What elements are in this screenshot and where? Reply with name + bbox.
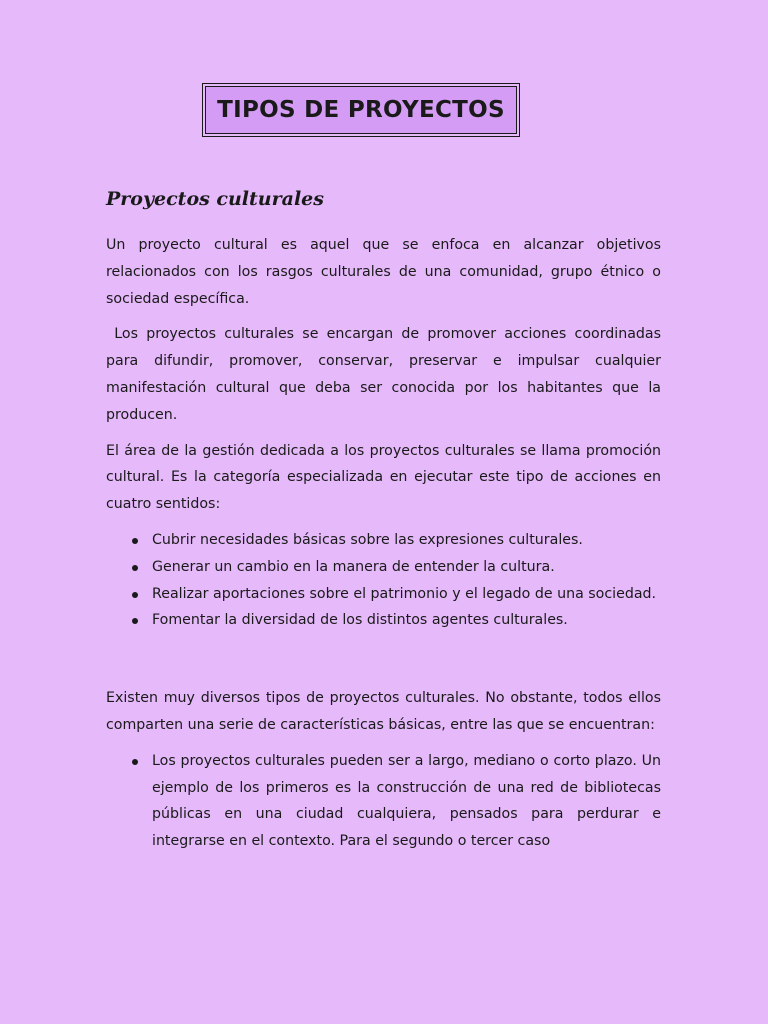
spacer — [106, 643, 661, 685]
bullet-list-1 — [106, 527, 661, 634]
document-body — [106, 232, 661, 864]
paragraph-1: Un proyecto cultural es aquel que se enfoca en alcanzar objetivos relacionados con los rasgos culturales de una comunidad, grupo étnico o sociedad específica. — [106, 237, 661, 307]
list-item: Realizar aportaciones sobre el patrimonio y el legado de una sociedad. — [152, 581, 661, 608]
list-item: Cubrir necesidades básicas sobre las expresiones culturales. — [152, 527, 661, 554]
title-box — [205, 86, 517, 134]
section-heading: Proyectos culturales — [106, 188, 324, 210]
page-title: TIPOS DE PROYECTOS — [217, 97, 505, 123]
paragraph-3: El área de la gestión dedicada a los proyectos culturales se llama promoción cultural. Es la categoría especializada en ejecutar este tipo de acciones en cuatro sentidos: — [106, 442, 661, 513]
paragraph-4: Existen muy diversos tipos de proyectos culturales. No obstante, todos ellos comparten una serie de características básicas, entre las que se encuentran: — [106, 690, 661, 733]
list-item: Generar un cambio en la manera de entender la cultura. — [152, 554, 661, 581]
paragraph-2: Los proyectos culturales se encargan de promover acciones coordinadas para difundir, promover, conservar, preservar e impulsar cualquier manifestación cultural que deba ser conocida por los habitantes que la producen. — [106, 326, 661, 423]
list-item: Fomentar la diversidad de los distintos agentes culturales. — [152, 607, 661, 634]
list-item: Los proyectos culturales pueden ser a largo, mediano o corto plazo. Un ejemplo de los primeros es la construcción de una red de bibliotecas públicas en una ciudad cualquiera, pensados para perdurar e integrarse en el contexto. Para el segundo o tercer caso — [152, 748, 661, 855]
bullet-list-2 — [106, 748, 661, 855]
